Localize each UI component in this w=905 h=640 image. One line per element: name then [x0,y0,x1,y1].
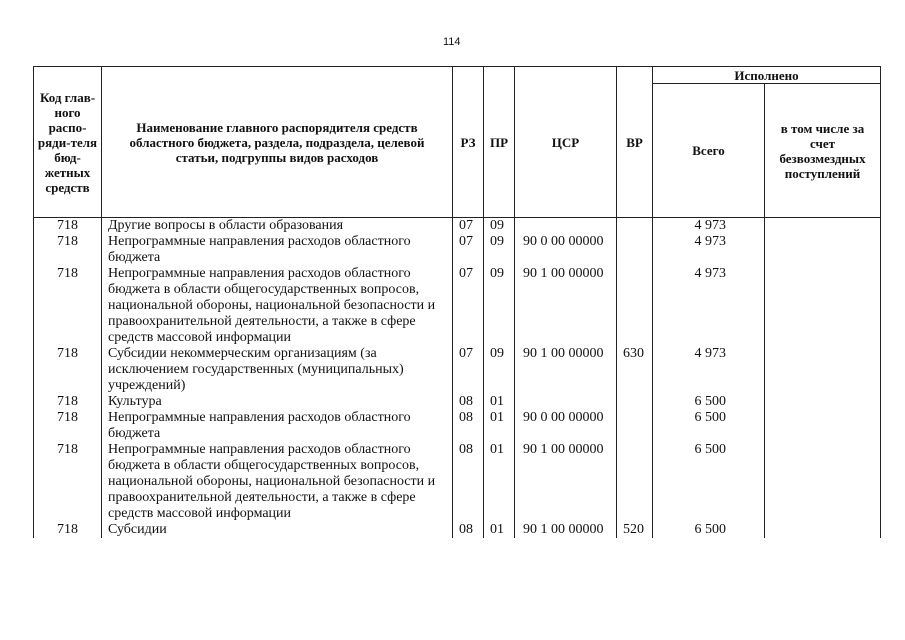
cell-pr: 09 [484,218,515,235]
cell-total: 4 973 [653,218,765,235]
header-total: Всего [653,84,765,218]
cell-csr [515,218,617,235]
cell-code: 718 [34,346,102,394]
cell-pr: 09 [484,346,515,394]
cell-total: 4 973 [653,234,765,266]
header-csr: ЦСР [515,67,617,218]
cell-free [765,234,881,266]
cell-rz: 08 [453,442,484,522]
header-executed: Исполнено [653,67,881,84]
table-row [34,234,881,266]
cell-rz: 07 [453,218,484,235]
cell-free [765,410,881,442]
cell-csr: 90 0 00 00000 [515,410,617,442]
cell-code: 718 [34,522,102,538]
header-name: Наименование главного распорядителя средств областного бюджета, раздела, подраздела, целевой статьи, подгруппы видов расходов [102,67,453,218]
cell-csr: 90 0 00 00000 [515,234,617,266]
cell-pr: 01 [484,442,515,522]
cell-free [765,218,881,235]
cell-vr [617,218,653,235]
cell-vr [617,266,653,346]
cell-name: Непрограммные направления расходов областного бюджета [102,234,453,266]
cell-name: Непрограммные направления расходов областного бюджета в области общегосударственных вопросов, национальной обороны, национальной безопасности и правоохранительной деятельности, а также в сфере средств массовой информации [102,442,453,522]
cell-free [765,442,881,522]
cell-code: 718 [34,394,102,410]
cell-name: Субсидии [102,522,453,538]
table-row [34,218,881,235]
cell-code: 718 [34,266,102,346]
cell-code: 718 [34,234,102,266]
cell-csr [515,394,617,410]
cell-name: Культура [102,394,453,410]
header-vr: ВР [617,67,653,218]
cell-free [765,266,881,346]
cell-free [765,394,881,410]
cell-total: 4 973 [653,346,765,394]
cell-csr: 90 1 00 00000 [515,522,617,538]
table-row [34,522,881,538]
cell-vr [617,442,653,522]
cell-rz: 08 [453,394,484,410]
table-row [34,346,881,394]
cell-total: 6 500 [653,394,765,410]
cell-name: Непрограммные направления расходов областного бюджета [102,410,453,442]
cell-total: 4 973 [653,266,765,346]
table-row [34,410,881,442]
header-pr: ПР [484,67,515,218]
cell-free [765,346,881,394]
cell-pr: 09 [484,234,515,266]
cell-csr: 90 1 00 00000 [515,442,617,522]
cell-total: 6 500 [653,410,765,442]
cell-code: 718 [34,442,102,522]
cell-code: 718 [34,218,102,235]
cell-vr: 630 [617,346,653,394]
cell-rz: 07 [453,266,484,346]
table-row [34,266,881,346]
cell-vr: 520 [617,522,653,538]
cell-rz: 07 [453,346,484,394]
cell-free [765,522,881,538]
header-rz: РЗ [453,67,484,218]
table-row [34,394,881,410]
cell-csr: 90 1 00 00000 [515,346,617,394]
cell-pr: 01 [484,522,515,538]
cell-vr [617,410,653,442]
budget-table [33,66,881,538]
cell-rz: 07 [453,234,484,266]
cell-pr: 09 [484,266,515,346]
cell-vr [617,234,653,266]
cell-pr: 01 [484,410,515,442]
header-code: Код глав-ного распо-ряди-теля бюд-жетных средств [34,67,102,218]
cell-vr [617,394,653,410]
cell-name: Субсидии некоммерческим организациям (за исключением государственных (муниципальных) учреждений) [102,346,453,394]
cell-name: Другие вопросы в области образования [102,218,453,235]
cell-code: 718 [34,410,102,442]
header-free: в том числе за счет безвозмездных поступлений [765,84,881,218]
cell-total: 6 500 [653,522,765,538]
cell-name: Непрограммные направления расходов областного бюджета в области общегосударственных вопросов, национальной обороны, национальной безопасности и правоохранительной деятельности, а также в сфере средств массовой информации [102,266,453,346]
cell-total: 6 500 [653,442,765,522]
cell-rz: 08 [453,522,484,538]
cell-rz: 08 [453,410,484,442]
cell-csr: 90 1 00 00000 [515,266,617,346]
table-row [34,442,881,522]
cell-pr: 01 [484,394,515,410]
